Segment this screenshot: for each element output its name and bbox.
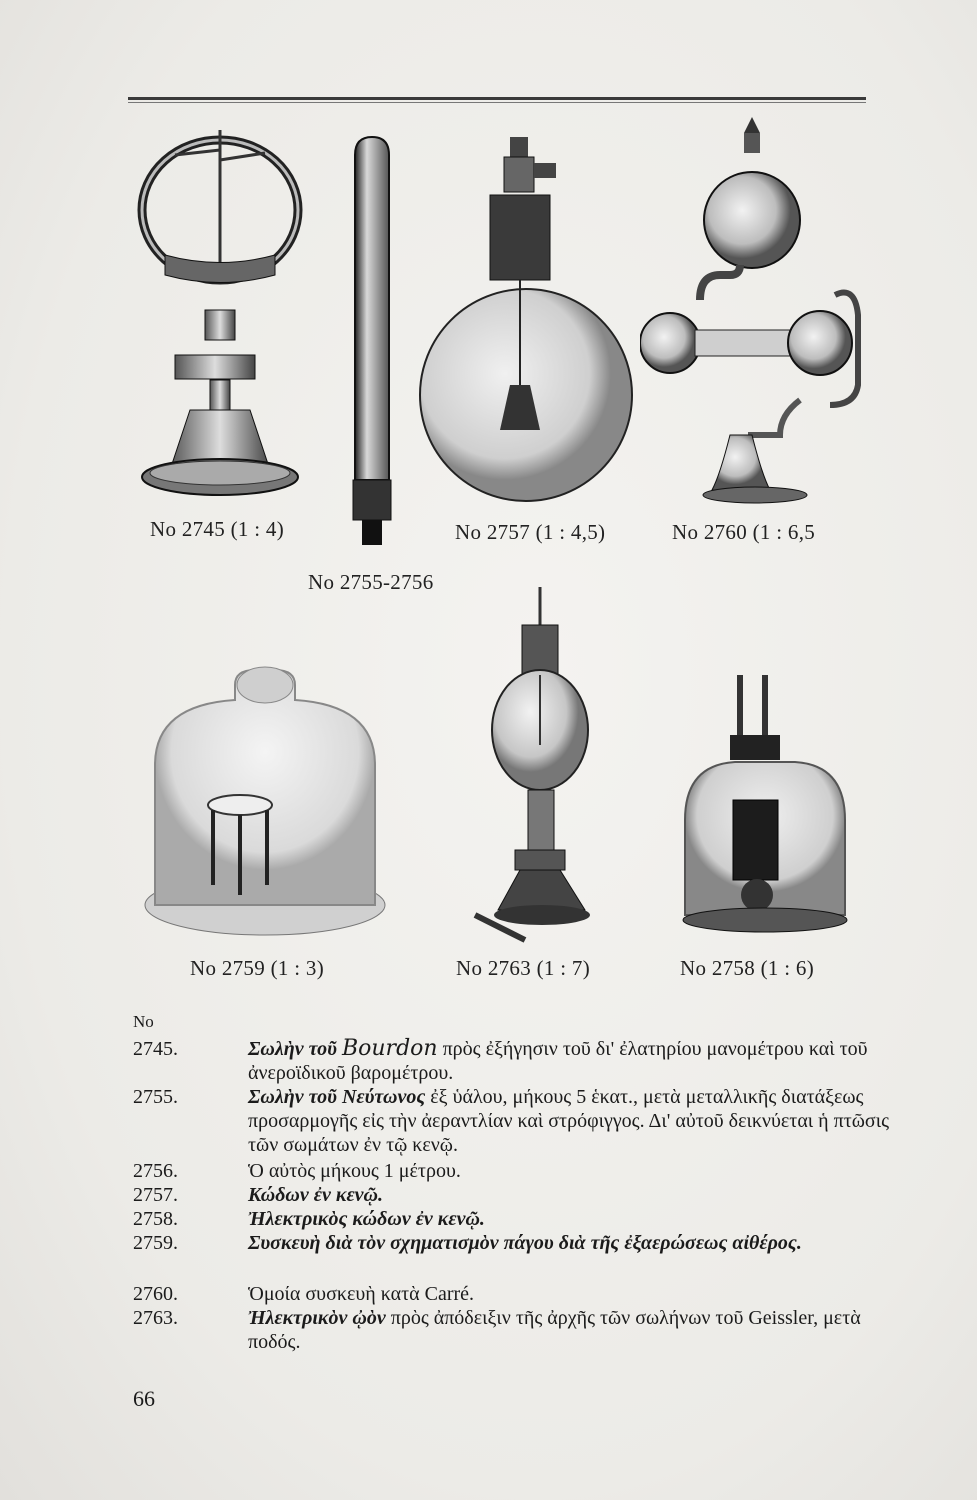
bell-in-vacuum-illustration [418,135,640,510]
entry-text: Ἠλεκτρικὸς κώδων ἐν κενῷ. [248,1208,485,1230]
entry-text: Συσκευὴ διὰ τὸν σχηματισμὸν πάγου διὰ τῆς ἐξαερώσεως αἰθέρος. [248,1232,802,1254]
caption-2759: No 2759 (1 : 3) [190,956,324,980]
page-number: 66 [133,1386,155,1411]
caption-2755: No 2755-2756 [308,570,434,594]
entry-number: 2755. [133,1086,178,1108]
entry-text: Κώδων ἐν κενῷ. [248,1184,383,1206]
top-rule-thin [128,102,866,103]
caption-2758: No 2758 (1 : 6) [680,956,814,980]
electric-egg-illustration [470,585,620,945]
entry-number: 2760. [133,1283,178,1305]
caption-2763: No 2763 (1 : 7) [456,956,590,980]
carre-apparatus-illustration [640,115,870,510]
top-rule [128,97,866,100]
ice-formation-bell-jar-illustration [135,665,390,950]
entry-text: Σωλὴν τοῦ Νεύτωνος ἐξ ὑάλου, μήκους 5 ἑκατ., μετὰ μεταλλικῆς διατάξεως προσαρμογῆς εἰς τὴν ἀεραντλίαν καὶ στρόφιγγος. Δι' αὐτοῦ δεικνύεται ἡ πτῶσις τῶν σωμάτων ἐν τῷ κενῷ. [248,1086,890,1156]
entry-number: 2758. [133,1208,178,1230]
entry-number: 2745. [133,1038,178,1060]
entry-number: 2756. [133,1160,178,1182]
caption-2757: No 2757 (1 : 4,5) [455,520,606,544]
newton-tube-illustration [350,135,395,550]
entry-text: Ὁμοία συσκευὴ κατὰ Carré. [248,1283,475,1305]
electric-bell-in-vacuum-illustration [675,670,855,940]
entry-number: 2759. [133,1232,178,1254]
entry-text: Ἠλεκτρικὸν ᾠὸν πρὸς ἀπόδειξιν τῆς ἀρχῆς τῶν σωλήνων τοῦ Geissler, μετὰ ποδός. [248,1307,861,1353]
list-number-header: No [133,1012,154,1031]
entry-number: 2763. [133,1307,178,1329]
entry-text: Ὁ αὐτὸς μήκους 1 μέτρου. [248,1160,461,1182]
caption-2745: No 2745 (1 : 4) [150,517,284,541]
entry-text: Σωλὴν τοῦ Bourdon πρὸς ἐξήγησιν τοῦ δι' ἐλατηρίου μανομέτρου καὶ τοῦ ἀνεροϊδικοῦ βαρομέτρου. [248,1036,868,1084]
entry-number: 2757. [133,1184,178,1206]
bourdon-tube-illustration [135,125,310,515]
caption-2760: No 2760 (1 : 6,5 [672,520,816,544]
